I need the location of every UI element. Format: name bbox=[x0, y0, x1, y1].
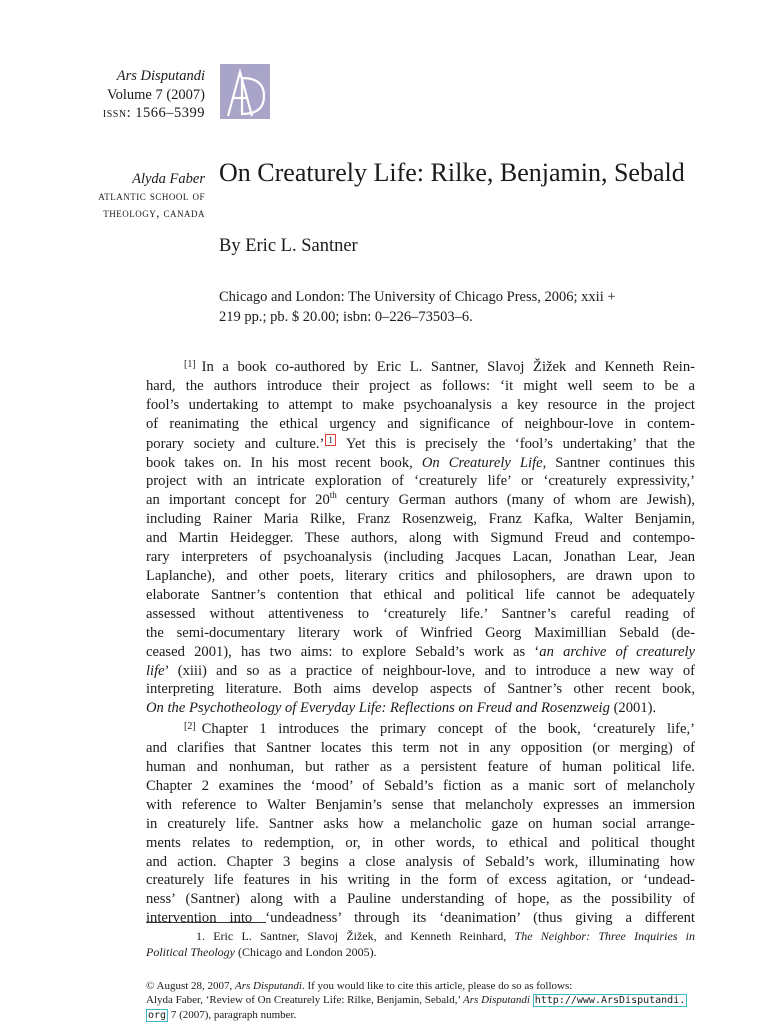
citation-text: Alyda Faber, ‘Review of On Creaturely Life: Rilke, Benjamin, Sebald,’ bbox=[146, 994, 464, 1006]
footnote-book-title: Political Theology bbox=[146, 945, 235, 959]
body-text: , Santner continues this bbox=[542, 454, 695, 471]
citation-notice bbox=[146, 979, 706, 1023]
body-line: human and nonhuman, but rather as a persistent feature of human political life. bbox=[146, 759, 695, 776]
quoted-phrase: an archive of creaturely bbox=[539, 643, 695, 660]
body-line: of reanimating the ethical urgency and significance of neighbour-love in contem- bbox=[146, 415, 695, 432]
body-text: book takes on. In his most recent book, bbox=[146, 454, 422, 471]
article-byline: By Eric L. Santner bbox=[219, 236, 358, 256]
journal-info bbox=[103, 67, 205, 123]
journal-volume: Volume 7 (2007) bbox=[106, 86, 205, 103]
body-line: the semi-documentary literary work of Winfried Georg Maximillian Sebald (de- bbox=[146, 624, 695, 641]
citation-line bbox=[146, 979, 706, 993]
citation-text: 7 (2007), paragraph number. bbox=[168, 1009, 297, 1021]
body-line: fool’s undertaking to attempt to make psychoanalysis a key resource in the project bbox=[146, 396, 695, 413]
journal-name: Ars Disputandi bbox=[116, 68, 205, 84]
body-line: ments relates to redemption, or, in other words, to ethical and political thought bbox=[146, 834, 695, 851]
body-line bbox=[146, 454, 695, 473]
body-line bbox=[146, 699, 695, 718]
journal-url-link-cont[interactable]: org bbox=[148, 1010, 167, 1021]
article-title: On Creaturely Life: Rilke, Benjamin, Sebald bbox=[219, 158, 685, 187]
body-line: and clarifies that Santner locates this term not in any opposition (or merging) of bbox=[146, 740, 695, 757]
footnote-1 bbox=[146, 928, 695, 960]
body-text: ’ (xiii) and so as a practice of neighbour-love, and to introduce a new way of bbox=[164, 662, 695, 679]
paragraph-number-1: [1] bbox=[184, 359, 196, 370]
body-text: (2001). bbox=[609, 700, 657, 717]
body-line bbox=[146, 718, 695, 739]
footnote-1-link[interactable]: 1 bbox=[325, 434, 336, 446]
citation-line bbox=[146, 1008, 706, 1023]
body-text: ceased 2001), has two aims: to explore Sebald’s work as ‘ bbox=[146, 643, 540, 660]
body-line bbox=[146, 643, 695, 662]
citation-text: . If you would like to cite this article, please do so as follows: bbox=[301, 980, 573, 992]
journal-name-italic: Ars Disputandi bbox=[463, 994, 530, 1006]
book-title: On Creaturely Life bbox=[421, 454, 543, 471]
journal-issn: issn: 1566–5399 bbox=[102, 105, 205, 121]
author-affiliation-line2: theology, canada bbox=[103, 206, 205, 220]
body-line: with reference to Walter Benjamin’s sense that melancholy expresses an immersion bbox=[146, 796, 695, 813]
body-line bbox=[146, 662, 695, 681]
body-line: interpreting literature. Both aims develop aspects of Santner’s other recent book, bbox=[146, 681, 695, 698]
body-text: porary society and culture.’ bbox=[146, 435, 325, 452]
journal-name-italic: Ars Disputandi bbox=[235, 980, 302, 992]
body-line: intervention into ‘undeadness’ through its ‘deanimation’ (thus giving a different bbox=[146, 910, 695, 927]
body-text: Chapter 1 introduces the primary concept of the book, ‘creaturely life,’ bbox=[201, 721, 695, 738]
paragraph-number-2: [2] bbox=[184, 721, 196, 733]
superscript: th bbox=[329, 490, 337, 501]
journal-url-link[interactable]: http://www.ArsDisputandi. bbox=[534, 995, 686, 1006]
body-text: an important concept for 20 bbox=[146, 492, 330, 509]
ars-disputandi-logo bbox=[220, 64, 270, 119]
body-line: rary interpreters of psychoanalysis (including Jacques Lacan, Jonathan Lear, Jean bbox=[146, 549, 695, 566]
footnote-divider bbox=[146, 922, 266, 923]
body-line bbox=[146, 356, 695, 377]
body-line bbox=[146, 434, 695, 454]
footnote-line bbox=[146, 928, 695, 944]
book-title: On the Psychotheology of Everyday Life: Reflections on Freud and Rosenzweig bbox=[146, 700, 610, 717]
publication-info bbox=[219, 288, 699, 327]
body-line: ness’ (Santner) along with a Pauline understanding of hope, as the possibility of bbox=[146, 891, 695, 908]
article-body bbox=[146, 356, 695, 928]
publication-line-2 bbox=[219, 308, 699, 328]
body-line: project with an intricate exploration of ‘creaturely life’ or ‘creaturely expressivity,’ bbox=[146, 473, 695, 490]
citation-text: © August 28, 2007, bbox=[146, 980, 236, 992]
footnote-text: 1. Eric L. Santner, Slavoj Žižek, and Kenneth Reinhard, bbox=[196, 929, 515, 943]
body-line: Laplanche), and other poets, literary critics and philosophers, are drawn upon to bbox=[146, 567, 695, 584]
body-line: Chapter 2 examines the ‘mood’ of Sebald’s fiction as a manic sort of melancholy bbox=[146, 777, 695, 794]
publication-line-1: Chicago and London: The University of Chicago Press, 2006; xxii + bbox=[219, 289, 616, 305]
body-text: In a book co-authored by Eric L. Santner, Slavoj Žižek and Kenneth Rein- bbox=[201, 359, 695, 375]
body-line: and action. Chapter 3 begins a close analysis of Sebald’s work, illuminating how bbox=[146, 853, 695, 870]
body-line: in creaturely life. Santner asks how a melancholic gaze on human social arrange- bbox=[146, 815, 695, 832]
author-block bbox=[98, 170, 205, 222]
ars-disputandi-logo-icon bbox=[220, 64, 270, 119]
quoted-phrase: life bbox=[146, 662, 165, 679]
author-affiliation-line1: atlantic school of bbox=[98, 189, 205, 203]
citation-line bbox=[146, 993, 706, 1008]
body-line bbox=[146, 491, 695, 510]
publication-line-2-text: 219 pp.; pb. $ 20.00; isbn: 0–226–73503–6. bbox=[219, 308, 473, 325]
body-line: elaborate Santner’s contention that ethical and political life cannot be adequately bbox=[146, 586, 695, 603]
body-line: hard, the authors introduce their project as follows: ‘it might well seem to be a bbox=[146, 377, 695, 394]
footnote-line bbox=[146, 944, 695, 960]
footnote-text: (Chicago and London 2005). bbox=[235, 945, 377, 959]
author-name: Alyda Faber bbox=[132, 171, 205, 187]
body-line: assessed without attentiveness to ‘creaturely life.’ Santner’s careful reading of bbox=[146, 605, 695, 622]
body-line: including Rainer Maria Rilke, Franz Rosenzweig, Franz Kafka, Walter Benjamin, bbox=[146, 511, 695, 528]
body-line: creaturely life features in his writing in the form of excess agitation, or ‘undead- bbox=[146, 872, 695, 889]
footnote-book-title: The Neighbor: Three Inquiries in bbox=[514, 929, 695, 943]
body-text: Yet this is precisely the ‘fool’s undertaking’ that the bbox=[345, 435, 696, 452]
body-line: and Martin Heidegger. These authors, along with Sigmund Freud and contempo- bbox=[146, 530, 695, 547]
body-text: century German authors (many of whom are Jewish), bbox=[336, 492, 695, 509]
